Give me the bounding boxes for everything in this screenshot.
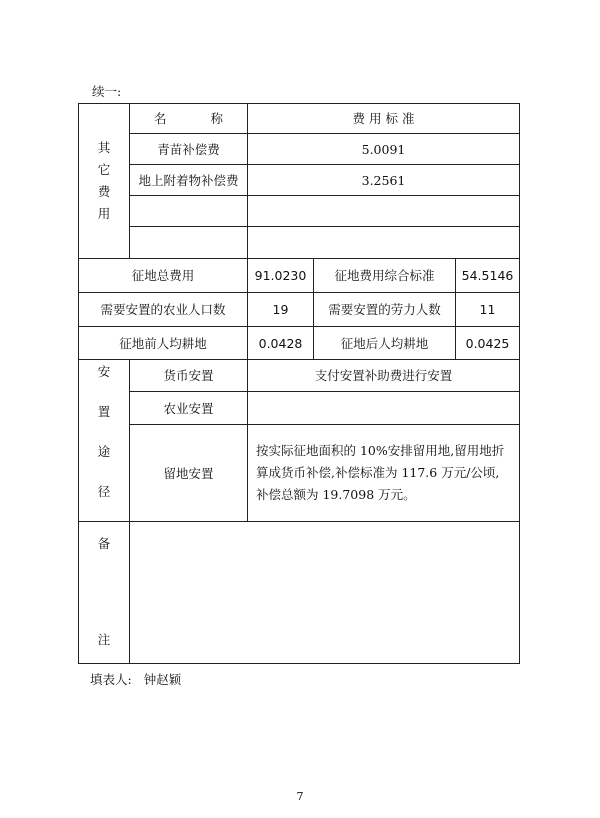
summary-value: 0.0428	[248, 327, 314, 360]
summary-row	[79, 327, 520, 360]
fee-value-cell	[248, 196, 520, 227]
resettlement-row	[79, 392, 520, 425]
summary-value: 11	[456, 293, 520, 327]
other-fees-row	[79, 196, 520, 227]
summary-value: 0.0425	[456, 327, 520, 360]
resettlement-type: 农业安置	[130, 392, 248, 425]
filler-line	[90, 670, 181, 688]
summary-label: 征地总费用	[79, 259, 248, 293]
resettlement-label-char: 径	[97, 484, 111, 499]
other-fees-row	[79, 227, 520, 259]
summary-label: 征地后人均耕地	[314, 327, 456, 360]
summary-label: 征地费用综合标准	[314, 259, 456, 293]
summary-label: 需要安置的农业人口数	[79, 293, 248, 327]
continuation-label: 续一:	[92, 84, 122, 99]
fee-name-cell: 青苗补偿费	[130, 134, 248, 165]
summary-row	[79, 259, 520, 293]
resettlement-label-char: 途	[97, 444, 111, 459]
fee-name-cell: 地上附着物补偿费	[130, 165, 248, 196]
fee-value-cell: 3.2561	[248, 165, 520, 196]
resettlement-label-char: 置	[97, 404, 111, 419]
summary-label: 需要安置的劳力人数	[314, 293, 456, 327]
other-fees-section-label	[79, 104, 130, 259]
summary-value: 19	[248, 293, 314, 327]
remarks-label	[79, 522, 130, 664]
fee-name-cell	[130, 196, 248, 227]
resettlement-row	[79, 360, 520, 392]
summary-label: 征地前人均耕地	[79, 327, 248, 360]
resettlement-detail: 按实际征地面积的 10%安排留用地,留用地折算成货币补偿,补偿标准为 117.6 万元/公顷,补偿总额为 19.7098 万元。	[248, 425, 520, 522]
resettlement-detail: 支付安置补助费进行安置	[248, 360, 520, 392]
filler-label: 填表人:	[90, 672, 132, 687]
fee-name-header-char: 名	[153, 111, 167, 126]
summary-row	[79, 293, 520, 327]
remarks-content	[130, 522, 520, 664]
filler-name: 钟赵颖	[143, 672, 182, 687]
other-fees-label-char: 费	[97, 184, 111, 199]
resettlement-section-label	[79, 360, 130, 522]
fee-name-header-char: 称	[210, 111, 224, 126]
other-fees-header-row	[79, 104, 520, 134]
summary-value: 54.5146	[456, 259, 520, 293]
other-fees-label-char: 用	[97, 205, 111, 221]
fee-value-cell	[248, 227, 520, 259]
resettlement-type: 留地安置	[130, 425, 248, 522]
fee-name-header	[130, 104, 248, 134]
other-fees-label-char: 其	[97, 140, 111, 156]
other-fees-row	[79, 165, 520, 196]
resettlement-row	[79, 425, 520, 522]
fee-standard-header: 费 用 标 准	[248, 104, 520, 134]
fee-value-cell: 5.0091	[248, 134, 520, 165]
page-number: 7	[296, 790, 304, 803]
resettlement-label-char: 安	[97, 364, 111, 379]
remarks-label-char: 注	[97, 632, 111, 647]
resettlement-detail	[248, 392, 520, 425]
other-fees-label-char: 它	[97, 162, 111, 178]
fee-name-cell	[130, 227, 248, 259]
resettlement-type: 货币安置	[130, 360, 248, 392]
other-fees-row	[79, 134, 520, 165]
remarks-row	[79, 522, 520, 664]
summary-value: 91.0230	[248, 259, 314, 293]
land-acquisition-form-table	[78, 103, 520, 664]
remarks-label-char: 备	[97, 536, 111, 551]
